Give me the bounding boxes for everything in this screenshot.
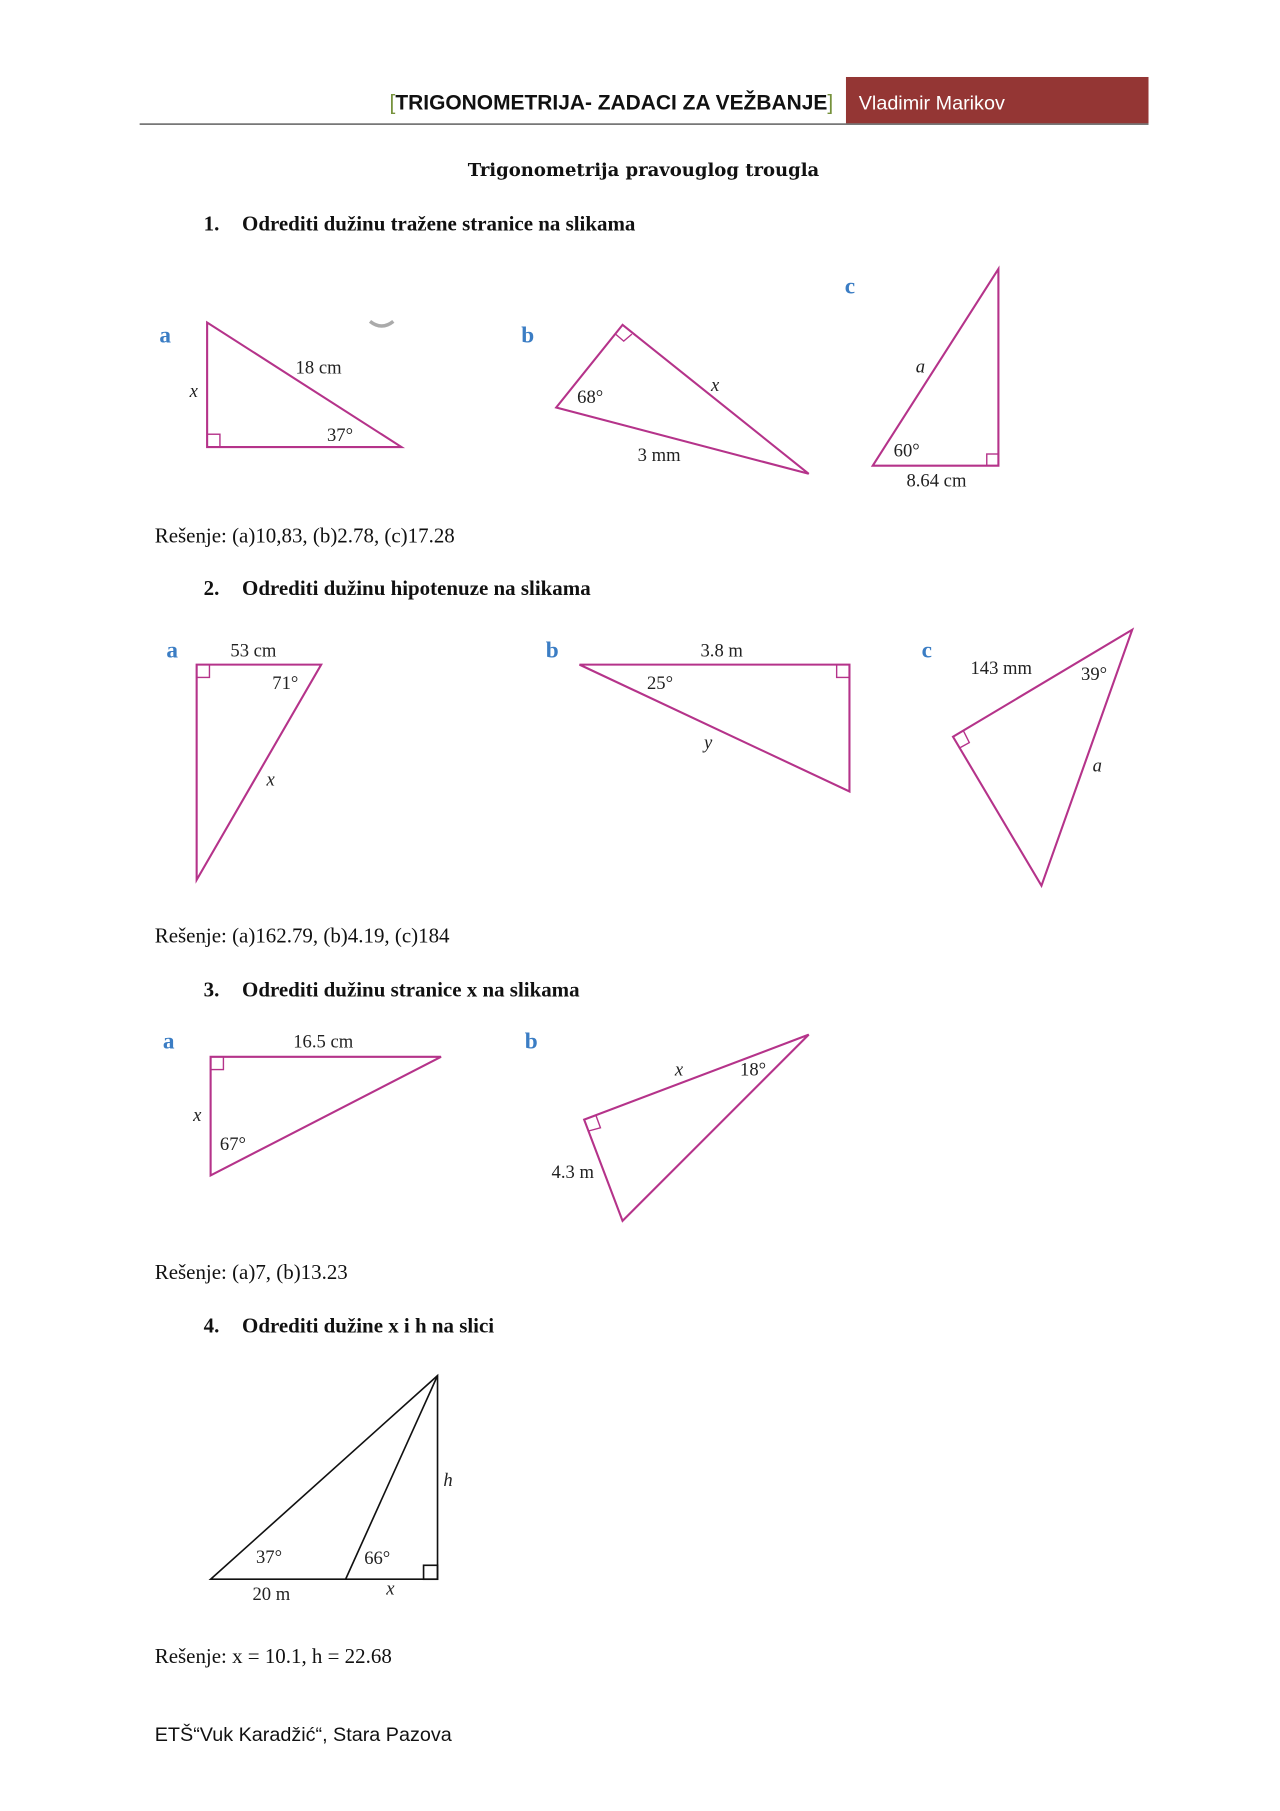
inner-line (346, 1376, 438, 1580)
triangle (211, 1376, 438, 1580)
angle-label: 37° (255, 1546, 283, 1568)
side-label: x (386, 1578, 395, 1600)
side-label: a (1092, 755, 1102, 777)
side-label: a (915, 356, 926, 378)
figure-1c (845, 269, 999, 492)
side-label: 4.3 m (551, 1161, 594, 1183)
author-name: Vladimir Marikov (858, 92, 1005, 115)
right-angle-mark (424, 1565, 438, 1579)
right-angle-mark (987, 454, 999, 466)
solution-2: Rešenje: (a)162.79, (b)4.19, (c)184 (154, 923, 450, 948)
solution-3: Rešenje: (a)7, (b)13.23 (154, 1260, 348, 1285)
page-title: Trigonometrija pravouglog trougla (467, 159, 820, 181)
figure-label: b (521, 322, 535, 349)
figure-2c (922, 630, 1133, 886)
task-text: Odrediti dužinu stranice x na slikama (242, 977, 580, 1002)
right-angle-mark (207, 434, 220, 447)
angle-label: 18° (740, 1059, 767, 1081)
angle-label: 37° (326, 425, 354, 447)
figure-3a (163, 1029, 441, 1176)
header-title: [TRIGONOMETRIJA- ZADACI ZA VEŽBANJE] (389, 91, 834, 115)
side-label: x (710, 375, 720, 397)
task-text: Odrediti dužinu hipotenuze na slikama (242, 575, 591, 600)
triangle (579, 665, 849, 792)
figure-label: c (844, 273, 856, 300)
figure-2b (546, 638, 850, 792)
right-angle-mark (616, 334, 632, 341)
figure-label: b (545, 637, 559, 664)
figure-label: b (524, 1028, 538, 1055)
figure-label: a (159, 322, 172, 349)
figure-label: c (921, 637, 932, 664)
side-label: x (189, 380, 198, 402)
triangle (197, 665, 322, 880)
task-number: 2. (203, 575, 220, 600)
figure-1a (159, 321, 401, 447)
figure-2a (166, 638, 321, 880)
task-text: Odrediti dužinu tražene stranice na slikama (242, 211, 636, 236)
angle-label: 71° (272, 673, 299, 695)
side-label: h (443, 1470, 453, 1492)
decorative-arc (370, 321, 393, 326)
angle-label: 67° (219, 1133, 246, 1155)
triangle (584, 1035, 809, 1221)
side-label: x (193, 1104, 202, 1126)
side-label: 18 cm (295, 357, 342, 379)
angle-label: 66° (364, 1548, 391, 1570)
side-label: y (704, 732, 713, 754)
right-angle-mark (837, 665, 850, 678)
page-header (140, 77, 1149, 125)
triangle (873, 269, 999, 466)
side-label: 3 mm (637, 444, 681, 466)
triangle (207, 323, 401, 448)
side-label: x (674, 1059, 684, 1081)
figure-3b (525, 1029, 809, 1221)
figure-label: a (166, 637, 179, 664)
triangle (211, 1057, 441, 1176)
angle-label: 39° (1081, 663, 1108, 685)
page-footer: ETŠ“Vuk Karadžić“, Stara Pazova (154, 1723, 452, 1746)
side-label: 8.64 cm (906, 470, 967, 492)
figure-label: a (162, 1028, 175, 1055)
figure-1b (521, 322, 808, 473)
side-label: x (266, 769, 275, 791)
angle-label: 68° (577, 386, 604, 408)
task-number: 4. (203, 1313, 220, 1338)
side-label: 3.8 m (700, 640, 743, 662)
figure-4 (211, 1376, 453, 1606)
solution-1: Rešenje: (a)10,83, (b)2.78, (c)17.28 (154, 523, 455, 548)
solution-4: Rešenje: x = 10.1, h = 22.68 (154, 1644, 392, 1669)
task-number: 1. (203, 211, 220, 236)
angle-label: 25° (646, 673, 674, 695)
side-label: 16.5 cm (293, 1031, 354, 1053)
task-text: Odrediti dužine x i h na slici (242, 1313, 495, 1338)
task-number: 3. (203, 977, 220, 1002)
angle-label: 60° (893, 440, 920, 462)
right-angle-mark (197, 665, 210, 678)
right-angle-mark (211, 1057, 224, 1070)
side-label: 143 mm (970, 657, 1033, 679)
side-label: 53 cm (230, 640, 277, 662)
side-label: 20 m (252, 1584, 291, 1606)
